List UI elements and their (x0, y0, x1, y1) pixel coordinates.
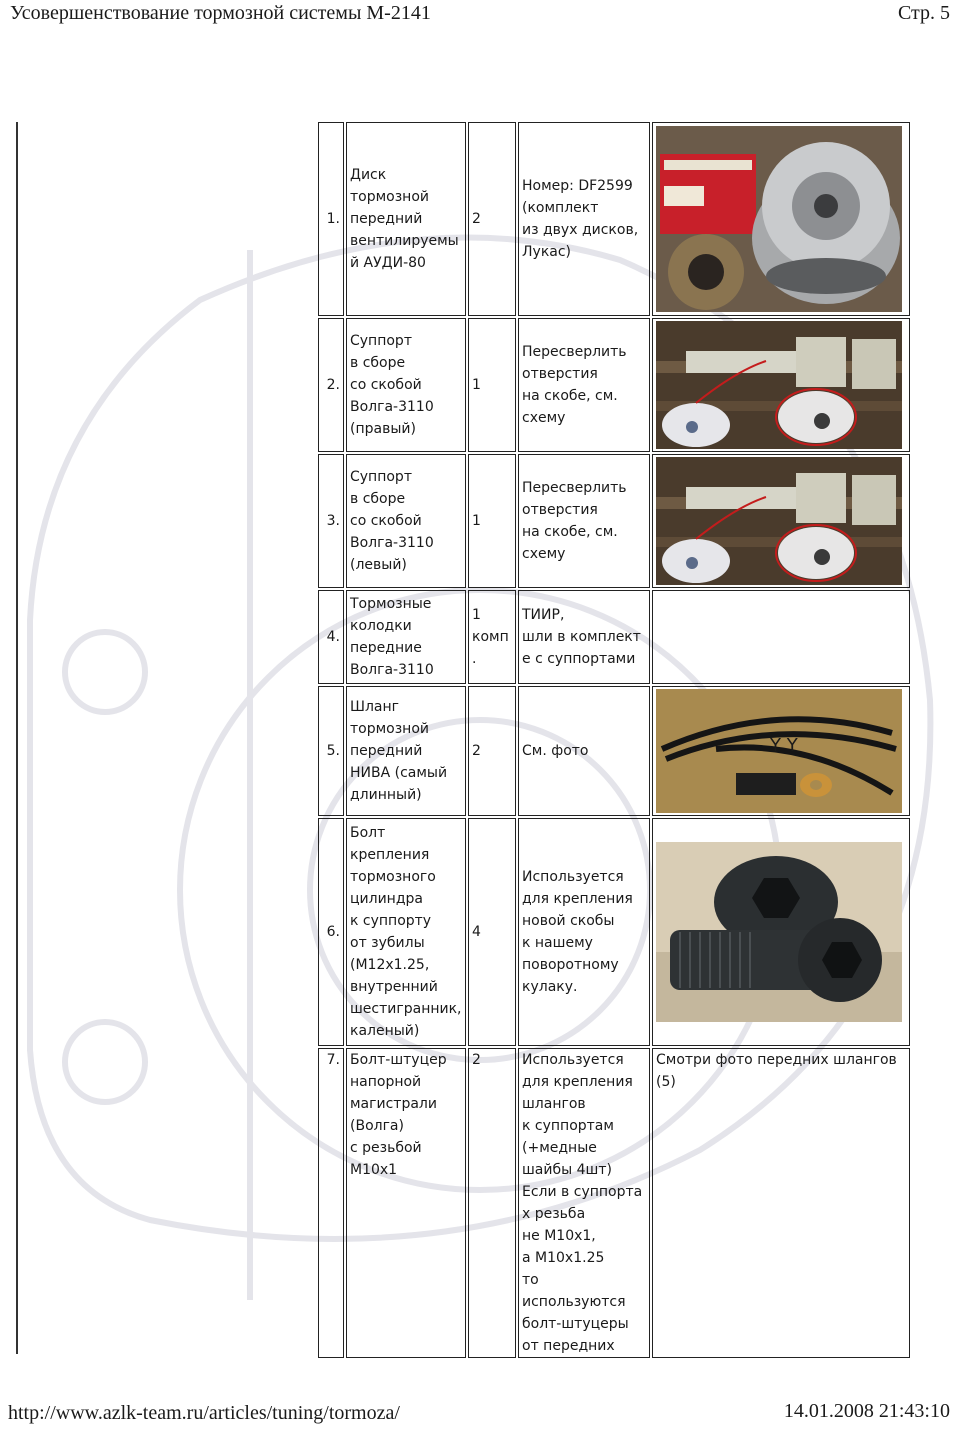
row-number: 2. (318, 318, 344, 452)
photo-cell-empty (652, 590, 910, 684)
table-row (318, 318, 910, 452)
photo-cell (652, 122, 910, 316)
parts-table (316, 120, 912, 1360)
row-number: 5. (318, 686, 344, 816)
row-number: 4. (318, 590, 344, 684)
document-title: Усовершенствование тормозной системы М-2141 (10, 2, 431, 24)
bolt-photo (656, 842, 902, 1022)
part-quantity: 2 (468, 686, 516, 816)
brake-hose-photo (656, 689, 902, 813)
part-name: Шланг тормозной передний НИВА (самый длинный) (346, 686, 466, 816)
part-note: Номер: DF2599 (комплект из двух дисков, Лукас) (518, 122, 650, 316)
photo-cell (652, 686, 910, 816)
part-quantity: 1 (468, 318, 516, 452)
part-name: Тормозные колодки передние Волга-3110 (346, 590, 466, 684)
table-row (318, 1048, 910, 1358)
part-name: Суппорт в сборе со скобой Волга-3110 (левый) (346, 454, 466, 588)
part-quantity: 1 комп . (468, 590, 516, 684)
photo-cell (652, 454, 910, 588)
table-row (318, 590, 910, 684)
table-row (318, 818, 910, 1046)
row-number: 3. (318, 454, 344, 588)
part-note: Используется для крепления новой скобы к нашему поворотному кулаку. (518, 818, 650, 1046)
table-row (318, 122, 910, 316)
photo-reference-text: Смотри фото передних шлангов (5) (652, 1048, 910, 1358)
part-note: Пересверлить отверстия на скобе, см. схему (518, 318, 650, 452)
part-note: ТИИР, шли в комплект е с суппортами (518, 590, 650, 684)
part-name: Суппорт в сборе со скобой Волга-3110 (правый) (346, 318, 466, 452)
row-number: 6. (318, 818, 344, 1046)
part-name: Диск тормозной передний вентилируемы й АУДИ-80 (346, 122, 466, 316)
left-border-line (16, 122, 18, 1354)
part-note: См. фото (518, 686, 650, 816)
part-quantity: 2 (468, 122, 516, 316)
caliper-photo (656, 457, 902, 585)
part-quantity: 4 (468, 818, 516, 1046)
svg-text:Y Y: Y Y (770, 735, 798, 756)
table-row (318, 454, 910, 588)
caliper-photo (656, 321, 902, 449)
page-number: Стр. 5 (897, 2, 950, 24)
part-name: Болт-штуцер напорной магистрали (Волга) с резьбой М10x1 (346, 1048, 466, 1358)
row-number: 7. (318, 1048, 344, 1358)
row-number: 1. (318, 122, 344, 316)
part-note: Пересверлить отверстия на скобе, см. схему (518, 454, 650, 588)
brake-disc-photo (656, 126, 902, 312)
part-name: Болт крепления тормозного цилиндра к суппорту от зубилы (М12x1.25, внутренний шестигранник, каленый) (346, 818, 466, 1046)
print-datetime: 14.01.2008 21:43:10 (783, 1400, 950, 1422)
photo-cell (652, 318, 910, 452)
source-url: http://www.azlk-team.ru/articles/tuning/tormoza/ (8, 1402, 400, 1424)
photo-cell (652, 818, 910, 1046)
part-quantity: 1 (468, 454, 516, 588)
table-row (318, 686, 910, 816)
part-note: Используется для крепления шлангов к суппортам (+медные шайбы 4шт) Если в суппорта х резьба не М10x1, а М10x1.25 то используются болт-штуцеры от передних (518, 1048, 650, 1358)
part-quantity: 2 (468, 1048, 516, 1358)
